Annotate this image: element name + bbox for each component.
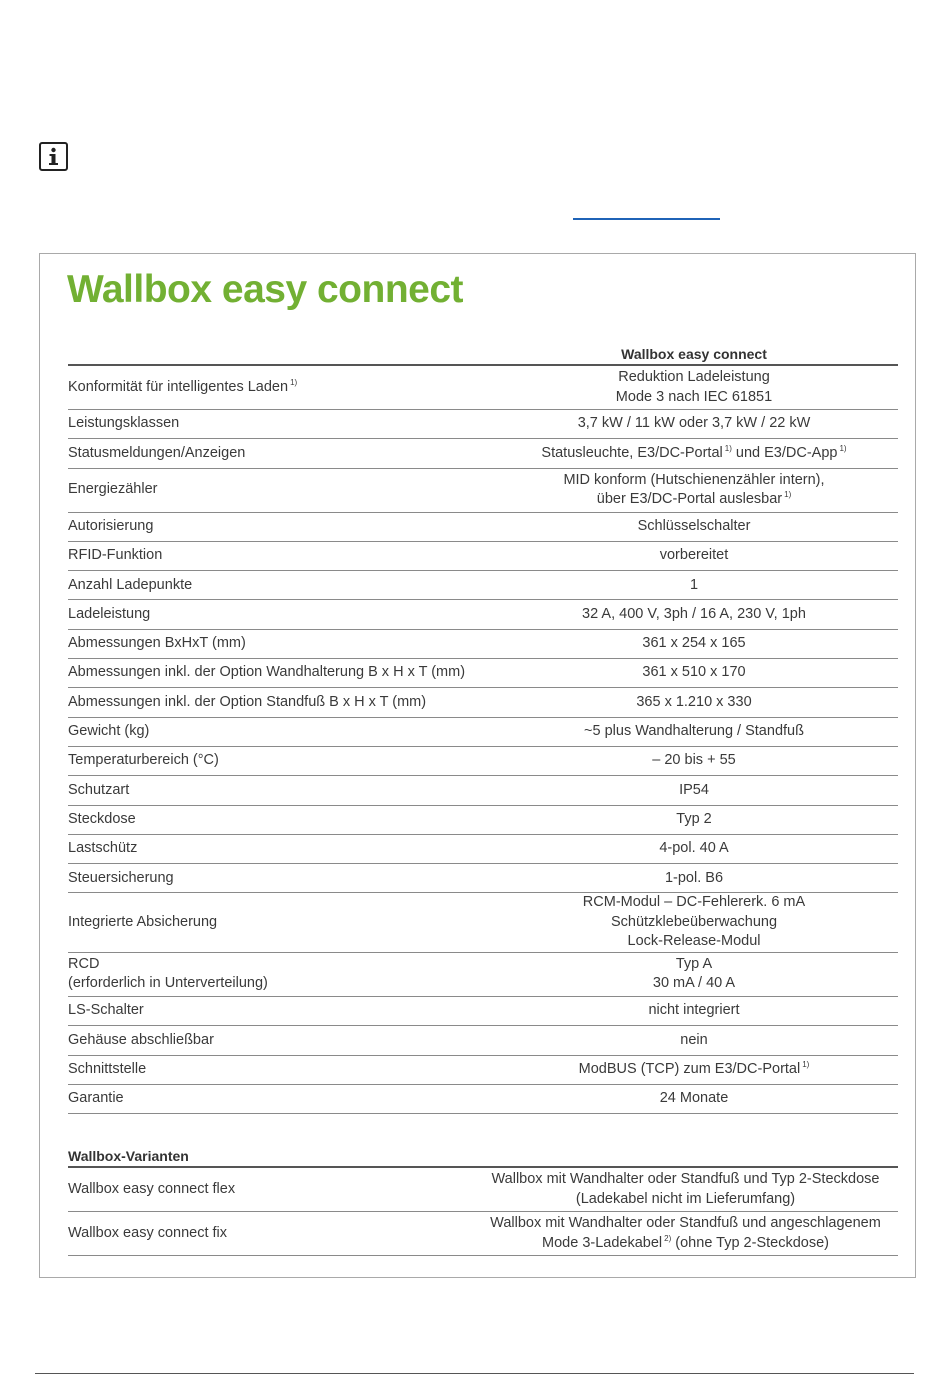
row-value: Wallbox mit Wandhalter oder Standfuß und Typ 2-Steckdose (Ladekabel nicht im Lieferumfang): [473, 1167, 898, 1212]
row-label: Konformität für intelligentes Laden $^{1)}$: [68, 365, 490, 410]
row-value: 361 x 510 x 170: [490, 659, 898, 688]
table-row: [68, 893, 898, 953]
table-row: [68, 468, 898, 512]
footnote-ref: 1): [290, 377, 298, 387]
row-label: Anzahl Ladepunkte: [68, 571, 490, 600]
table-row: [68, 1026, 898, 1055]
row-value: 1-pol. B6: [490, 864, 898, 893]
variants-table: [68, 1145, 898, 1256]
row-label: Wallbox easy connect fix: [68, 1212, 473, 1256]
table-row: [68, 1167, 898, 1212]
row-label: Abmessungen inkl. der Option Standfuß B x H x T (mm): [68, 688, 490, 717]
footnote-ref: 1): [802, 1059, 810, 1069]
link-underline[interactable]: [573, 218, 720, 220]
variants-header-label: Wallbox-Varianten: [68, 1145, 473, 1167]
row-label: Wallbox easy connect flex: [68, 1167, 473, 1212]
row-value: nicht integriert: [490, 996, 898, 1025]
table-row: [68, 834, 898, 863]
footnote-ref: 1): [724, 443, 732, 453]
row-label: Garantie: [68, 1084, 490, 1113]
row-label: Steckdose: [68, 805, 490, 834]
table-row: [68, 864, 898, 893]
row-value: 361 x 254 x 165: [490, 629, 898, 658]
table-row: [68, 629, 898, 658]
row-label: LS-Schalter: [68, 996, 490, 1025]
row-label: Lastschütz: [68, 834, 490, 863]
row-label: Gehäuse abschließbar: [68, 1026, 490, 1055]
table-row: [68, 717, 898, 746]
footnote-ref: 1): [839, 443, 847, 453]
info-icon: [39, 142, 68, 171]
row-label: Leistungsklassen: [68, 410, 490, 439]
table-row: [68, 746, 898, 775]
row-label: Ladeleistung: [68, 600, 490, 629]
row-value: – 20 bis + 55: [490, 746, 898, 775]
row-label: Gewicht (kg): [68, 717, 490, 746]
table-row: [68, 952, 898, 996]
table-row: [68, 776, 898, 805]
row-label: Schnittstelle: [68, 1055, 490, 1084]
row-value: ModBUS (TCP) zum E3/DC-Portal $^{1)}$: [490, 1055, 898, 1084]
table-row: [68, 688, 898, 717]
row-label: Autorisierung: [68, 512, 490, 541]
row-label: Schutzart: [68, 776, 490, 805]
table-row: [68, 996, 898, 1025]
table-row: [68, 1055, 898, 1084]
row-label: Integrierte Absicherung: [68, 893, 490, 953]
row-value: IP54: [490, 776, 898, 805]
row-value: 1: [490, 571, 898, 600]
row-value: vorbereitet: [490, 541, 898, 570]
footnote-ref: 1): [784, 490, 792, 500]
table-row: [68, 512, 898, 541]
row-label: RCD (erforderlich in Unterverteilung): [68, 952, 490, 996]
page-title: Wallbox easy connect: [67, 268, 464, 311]
table-row: [68, 439, 898, 468]
row-label: Energiezähler: [68, 468, 490, 512]
spec-table: [68, 343, 898, 1114]
row-value: 24 Monate: [490, 1084, 898, 1113]
table-row: [68, 410, 898, 439]
table-row: [68, 805, 898, 834]
footnote-ref: 2): [664, 1233, 672, 1243]
row-value: 32 A, 400 V, 3ph / 16 A, 230 V, 1ph: [490, 600, 898, 629]
table-row: [68, 600, 898, 629]
table-row: [68, 571, 898, 600]
spec-header-label: [68, 343, 490, 365]
table-row: [68, 365, 898, 410]
row-label: Abmessungen BxHxT (mm): [68, 629, 490, 658]
row-value: MID konform (Hutschienenzähler intern), über E3/DC-Portal auslesbar $^{1)}$: [490, 468, 898, 512]
row-value: RCM-Modul – DC-Fehlererk. 6 mA Schützklebeüberwachung Lock-Release-Modul: [490, 893, 898, 953]
row-value: Wallbox mit Wandhalter oder Standfuß und angeschlagenem Mode 3-Ladekabel $^{2)}$ (ohne Typ 2-Steckdose): [473, 1212, 898, 1256]
row-value: Schlüsselschalter: [490, 512, 898, 541]
row-value: ~5 plus Wandhalterung / Standfuß: [490, 717, 898, 746]
row-value: 365 x 1.210 x 330: [490, 688, 898, 717]
table-row: [68, 1212, 898, 1256]
row-value: Statusleuchte, E3/DC-Portal $^{1)}$ und E3/DC-App $^{1)}$: [490, 439, 898, 468]
row-label: RFID-Funktion: [68, 541, 490, 570]
footer-divider: [35, 1373, 914, 1374]
spec-header-value: Wallbox easy connect: [490, 343, 898, 365]
row-label: Statusmeldungen/Anzeigen: [68, 439, 490, 468]
table-row: [68, 659, 898, 688]
row-value: nein: [490, 1026, 898, 1055]
row-value: Typ 2: [490, 805, 898, 834]
row-label: Abmessungen inkl. der Option Wandhalterung B x H x T (mm): [68, 659, 490, 688]
row-value: Reduktion Ladeleistung Mode 3 nach IEC 61851: [490, 365, 898, 410]
table-row: [68, 1084, 898, 1113]
table-row: [68, 541, 898, 570]
row-value: 3,7 kW / 11 kW oder 3,7 kW / 22 kW: [490, 410, 898, 439]
variants-header-value: [473, 1145, 898, 1167]
row-label: Temperaturbereich (°C): [68, 746, 490, 775]
row-label: Steuersicherung: [68, 864, 490, 893]
row-value: 4-pol. 40 A: [490, 834, 898, 863]
row-value: Typ A 30 mA / 40 A: [490, 952, 898, 996]
